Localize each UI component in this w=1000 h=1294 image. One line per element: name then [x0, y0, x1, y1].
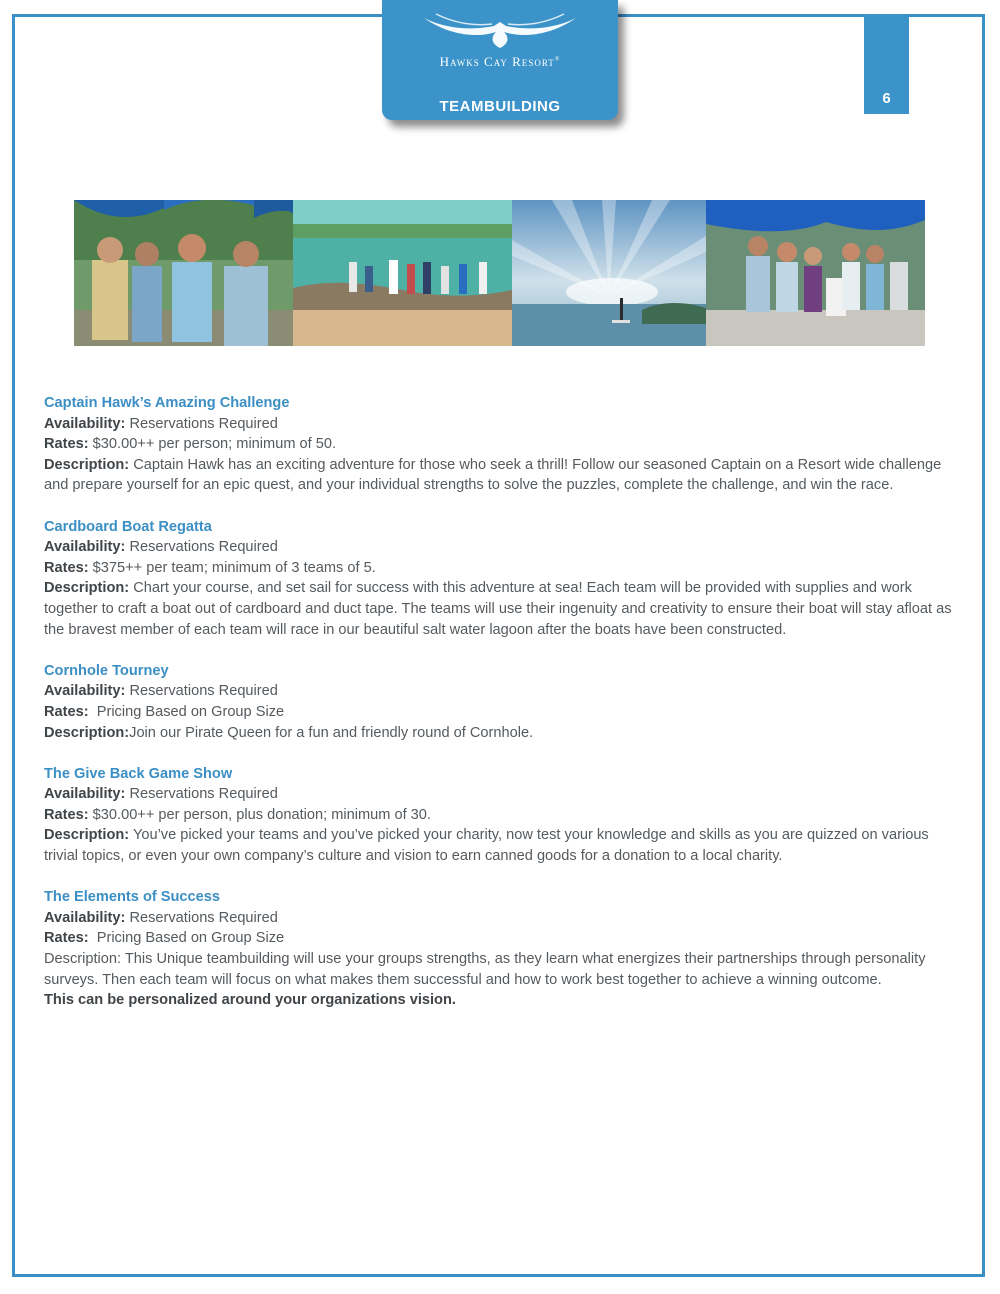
activity-title: Cardboard Boat Regatta	[44, 518, 212, 535]
rates-line	[44, 702, 956, 723]
photo-beach-group	[293, 200, 512, 346]
activity-title: The Give Back Game Show	[44, 765, 233, 782]
description-line: Description: This Unique teambuilding will use your groups strengths, as they learn what energizes their partnerships through personality surveys. Then each team will focus on what makes them successful and how to work best together to achieve a winning outcome.	[44, 951, 926, 988]
rates-value: $30.00++ per person; minimum of 50.	[92, 436, 337, 453]
rates-line	[44, 434, 956, 455]
rates-label: Rates:	[44, 559, 89, 576]
rates-label: Rates:	[44, 436, 89, 453]
section-title: TEAMBUILDING	[439, 98, 561, 115]
description-value: You’ve picked your teams and you’ve picked your charity, now test your knowledge and skills as you are quizzed on various trivial topics, or even your own company’s culture and vision to earn canned goods for a donation to a local charity.	[44, 827, 929, 865]
photo-paddleboard-sunrise	[512, 200, 706, 346]
description-value: Captain Hawk has an exciting adventure for those who seek a thrill! Follow our seasoned Captain on a Resort wide challenge and prepare yourself for an epic quest, and your individual strengths to solve the puzzles, complete the challenge, and win the race.	[44, 456, 942, 494]
activity-title: Captain Hawk’s Amazing Challenge	[44, 395, 290, 411]
availability-value: Reservations Required	[129, 415, 278, 432]
page-number: 6	[864, 14, 909, 114]
photo-strip	[74, 200, 925, 346]
hawk-logo-icon	[420, 8, 580, 52]
rates-label: Rates:	[44, 930, 89, 947]
closing-note: This can be personalized around your organizations vision.	[44, 992, 456, 1009]
rates-line	[44, 805, 956, 826]
availability-line	[44, 681, 956, 702]
description-line	[44, 825, 956, 866]
rates-value: Pricing Based on Group Size	[96, 703, 285, 720]
photo-cornhole-players	[706, 200, 925, 346]
description-line	[44, 578, 956, 640]
description-value: Join our Pirate Queen for a fun and friendly round of Cornhole.	[129, 724, 534, 741]
availability-value: Reservations Required	[129, 539, 278, 556]
availability-label: Availability:	[44, 415, 126, 432]
activity-elements-of-success	[44, 887, 956, 1011]
rates-value: $375++ per team; minimum of 3 teams of 5.	[92, 559, 376, 576]
availability-value: Reservations Required	[129, 786, 278, 803]
availability-line	[44, 784, 956, 805]
activity-title: The Elements of Success	[44, 889, 221, 906]
rates-line	[44, 558, 956, 579]
activity-cornhole-tourney	[44, 661, 956, 743]
rates-label: Rates:	[44, 806, 89, 823]
description-label: Description:	[44, 456, 130, 473]
description-label: Description:	[44, 827, 130, 844]
availability-value: Reservations Required	[129, 683, 278, 700]
availability-line	[44, 414, 956, 435]
activity-give-back-game-show	[44, 764, 956, 867]
activity-captain-hawks-challenge	[44, 393, 956, 496]
activity-cardboard-boat-regatta	[44, 517, 956, 641]
availability-label: Availability:	[44, 909, 126, 926]
photo-guests-with-captain	[74, 200, 293, 346]
availability-line	[44, 908, 956, 929]
availability-line	[44, 537, 956, 558]
activity-title: Cornhole Tourney	[44, 662, 169, 679]
description-value: Chart your course, and set sail for success with this adventure at sea! Each team will be provided with supplies and work together to craft a boat out of cardboard and duct tape. The teams will use their ingenuity and creativity to ensure their boat will stay afloat as the bravest member of each team will race in our beautiful salt water lagoon after the boats have been constructed.	[44, 580, 952, 638]
rates-line	[44, 928, 956, 949]
brand-name: Hawks Cay Resort®	[439, 54, 561, 69]
description-line	[44, 723, 956, 744]
description-label: Description:	[44, 580, 130, 597]
description-label: Description:	[44, 724, 130, 741]
activities-list	[44, 393, 956, 1031]
rates-value: Pricing Based on Group Size	[96, 930, 285, 947]
availability-label: Availability:	[44, 683, 126, 700]
rates-label: Rates:	[44, 703, 89, 720]
header-tab	[382, 0, 618, 120]
rates-value: $30.00++ per person, plus donation; minimum of 30.	[92, 806, 431, 823]
description-line	[44, 455, 956, 496]
availability-label: Availability:	[44, 539, 126, 556]
availability-label: Availability:	[44, 786, 126, 803]
availability-value: Reservations Required	[129, 909, 278, 926]
